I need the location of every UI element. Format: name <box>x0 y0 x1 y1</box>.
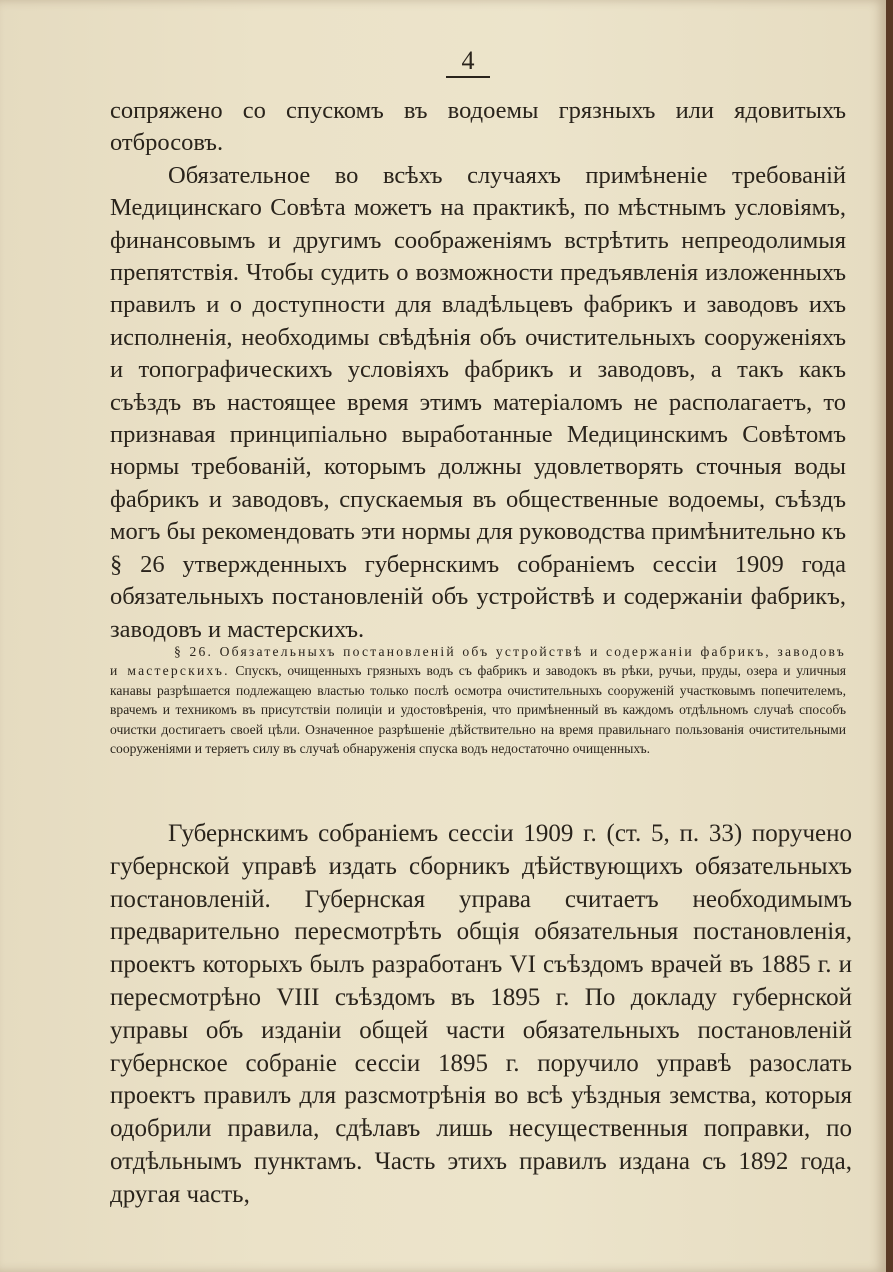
page-number: 4 <box>446 46 490 78</box>
paragraph-continuation: сопряжено со спускомъ въ водоемы грязныхъ или ядовитыхъ отбросовъ. <box>110 97 846 157</box>
text-block-top <box>110 95 846 646</box>
footnote-heading: § 26. Обязательныхъ постановленій объ устройствѣ и содержаніи фабрикъ, заводовъ и мастерскихъ. <box>110 644 846 679</box>
paragraph-medical-council: Обязательное во всѣхъ случаяхъ примѣненіе требованій Медицинскаго Совѣта можетъ на практикѣ, по мѣстнымъ условіямъ, финансовымъ и другимъ соображеніямъ встрѣтить непреодолимыя препятствія. Чтобы судить о возможности предъявленія изложенныхъ правилъ и о доступности для владѣльцевъ фабрикъ и заводовъ ихъ исполненія, необходимы свѣдѣнія объ очистительныхъ сооруженіяхъ и топографическихъ условіяхъ фабрикъ и заводовъ, а такъ какъ съѣздъ въ настоящее время этимъ матеріаломъ не располагаетъ, то признавая принципіально выработанные Медицинскимъ Совѣтомъ нормы требованій, которымъ должны удовлетворять сточныя воды фабрикъ и заводовъ, спускаемыя въ общественные водоемы, съѣздъ могъ бы рекомендовать эти нормы для руководства примѣнительно къ § 26 утвержденныхъ губернскимъ собраніемъ сессіи 1909 года обязательныхъ постановленій объ устройствѣ и содержаніи фабрикъ, заводовъ и мастерскихъ. <box>110 161 846 643</box>
footnote-paragraph-26 <box>110 642 846 758</box>
text-block-bottom <box>110 818 852 1212</box>
paragraph-provincial-assembly: Губернскимъ собраніемъ сессіи 1909 г. (ст. 5, п. 33) поручено губернской управѣ издать сборникъ дѣйствующихъ обязательныхъ постановленій. Губернская управа считаетъ необходимымъ предварительно пересмотрѣть общія обязательныя постановленія, проектъ которыхъ былъ разработанъ VI съѣздомъ врачей въ 1885 г. и пересмотрѣно VIII съѣздомъ въ 1895 г. По докладу губернской управы объ изданіи общей части обязательныхъ постановленій губернское собраніе сессіи 1895 г. поручило управѣ разослать проектъ правилъ для разсмотрѣнія во всѣ уѣздныя земства, которыя одобрили правила, сдѣлавъ лишь несущественныя поправки, по отдѣльнымъ пунктамъ. Часть этихъ правилъ издана съ 1892 года, другая часть, <box>110 820 852 1208</box>
footnote-body: Спускъ, очищенныхъ грязныхъ водъ съ фабрикъ и заводокъ въ рѣки, ручьи, пруды, озера и уличныя канавы разрѣшается подлежащею властью только послѣ осмотра очистительныхъ сооруженій участковымъ попечителемъ, врачемъ и техникомъ въ присутствіи полиціи и удостовѣренія, что примѣненный въ каждомъ отдѣльномъ случаѣ способъ очистки достигаетъ своей цѣли. Означенное разрѣшеніе дѣйствительно на время правильнаго пользованія очистительными сооруженіями и теряетъ силу въ случаѣ обнаруженія спуска водъ недостаточно очищенныхъ. <box>110 663 846 757</box>
